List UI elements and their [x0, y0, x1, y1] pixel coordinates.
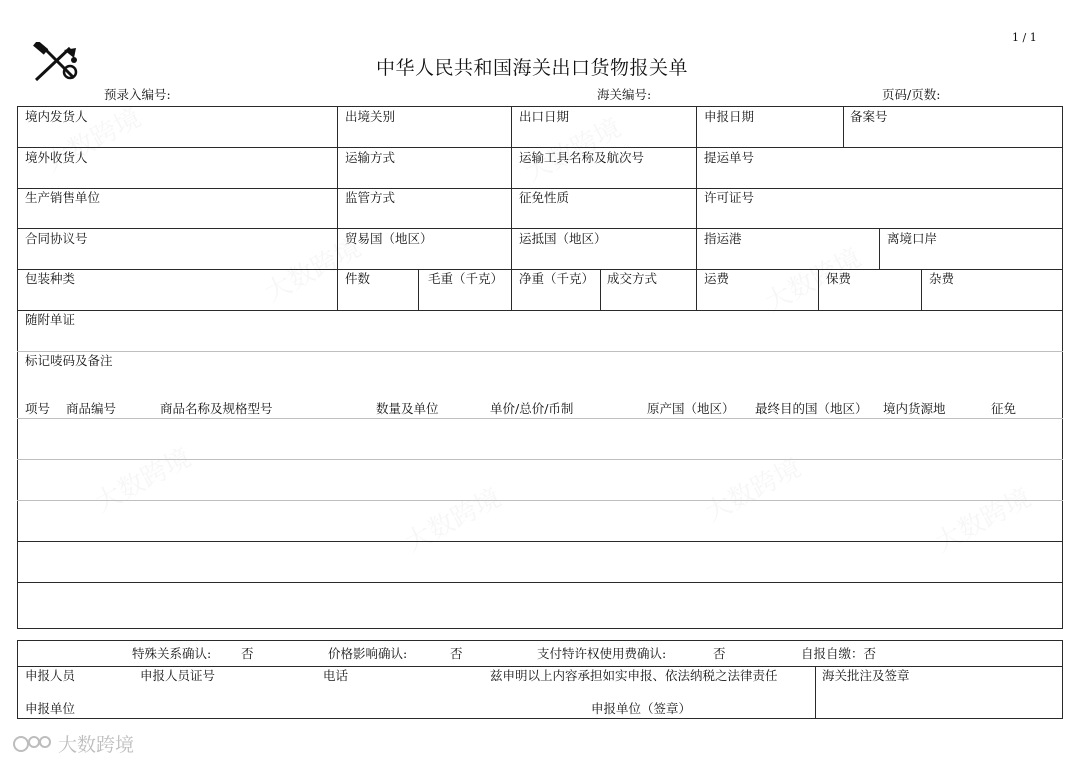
- license-no-label: 许可证号: [704, 190, 755, 205]
- insurance-label: 保费: [826, 271, 852, 286]
- legal-statement: 兹申明以上内容承担如实申报、依法纳税之法律责任: [490, 668, 778, 683]
- customs-no-label: 海关编号:: [597, 87, 652, 102]
- customs-approval-label: 海关批注及签章: [822, 668, 910, 683]
- freight-label: 运费: [704, 271, 730, 286]
- phone-label: 电话: [323, 668, 349, 683]
- destination-port-label: 指运港: [704, 231, 742, 246]
- special-relation-label: 特殊关系确认:: [132, 646, 212, 661]
- contract-no-label: 合同协议号: [25, 231, 88, 246]
- pieces-label: 件数: [345, 271, 371, 286]
- transaction-mode-label: 成交方式: [607, 271, 658, 286]
- brand-logo-icon: [12, 733, 52, 755]
- customs-emblem-icon: [30, 42, 82, 84]
- goods-header-levy: 征免: [991, 401, 1017, 416]
- brand-name: 大数跨境: [58, 734, 135, 756]
- declarant-label: 申报人员: [25, 668, 76, 683]
- royalty-value: 否: [713, 646, 726, 661]
- goods-header-quantity: 数量及单位: [376, 401, 439, 416]
- transport-mode-label: 运输方式: [345, 150, 396, 165]
- package-type-label: 包装种类: [25, 271, 76, 286]
- supervision-mode-label: 监管方式: [345, 190, 396, 205]
- royalty-label: 支付特许权使用费确认:: [537, 646, 667, 661]
- main-form-frame: [17, 106, 1063, 629]
- trading-country-label: 贸易国（地区）: [345, 231, 433, 246]
- goods-header-source: 境内货源地: [883, 401, 946, 416]
- goods-header-hs-code: 商品编号: [66, 401, 117, 416]
- net-weight-label: 净重（千克）: [519, 271, 595, 286]
- page-title: 中华人民共和国海关出口货物报关单: [376, 57, 689, 79]
- pre-entry-no-label: 预录入编号:: [104, 87, 171, 102]
- declaration-date-label: 申报日期: [704, 109, 755, 124]
- price-impact-label: 价格影响确认:: [328, 646, 408, 661]
- goods-header-item-no: 项号: [25, 401, 51, 416]
- gross-weight-label: 毛重（千克）: [428, 271, 504, 286]
- declaring-unit-seal-label: 申报单位（签章）: [591, 701, 692, 716]
- exit-customs-label: 出境关别: [345, 109, 396, 124]
- levy-nature-label: 征免性质: [519, 190, 570, 205]
- goods-header-origin: 原产国（地区）: [647, 401, 735, 416]
- brand-watermark: [12, 730, 134, 757]
- domestic-consignor-label: 境内发货人: [25, 109, 88, 124]
- bill-of-lading-label: 提运单号: [704, 150, 755, 165]
- misc-fees-label: 杂费: [929, 271, 955, 286]
- attached-docs-label: 随附单证: [25, 312, 76, 327]
- special-relation-value: 否: [241, 646, 254, 661]
- goods-header-description: 商品名称及规格型号: [160, 401, 273, 416]
- price-impact-value: 否: [450, 646, 463, 661]
- export-date-label: 出口日期: [519, 109, 570, 124]
- overseas-consignee-label: 境外收货人: [25, 150, 88, 165]
- marks-remarks-label: 标记唛码及备注: [25, 353, 113, 368]
- page-count-label: 页码/页数:: [882, 87, 941, 102]
- self-pay-label: 自报自缴：否: [801, 646, 877, 661]
- destination-country-label: 运抵国（地区）: [519, 231, 607, 246]
- declarant-id-label: 申报人员证号: [140, 668, 216, 683]
- goods-header-price: 单价/总价/币制: [490, 401, 574, 416]
- record-no-label: 备案号: [850, 109, 888, 124]
- vessel-voyage-label: 运输工具名称及航次号: [519, 150, 645, 165]
- goods-header-final-destination: 最终目的国（地区）: [755, 401, 868, 416]
- declaring-unit-label: 申报单位: [25, 701, 76, 716]
- page-number: 1 / 1: [1012, 31, 1037, 44]
- exit-port-label: 离境口岸: [887, 231, 938, 246]
- producer-seller-label: 生产销售单位: [25, 190, 101, 205]
